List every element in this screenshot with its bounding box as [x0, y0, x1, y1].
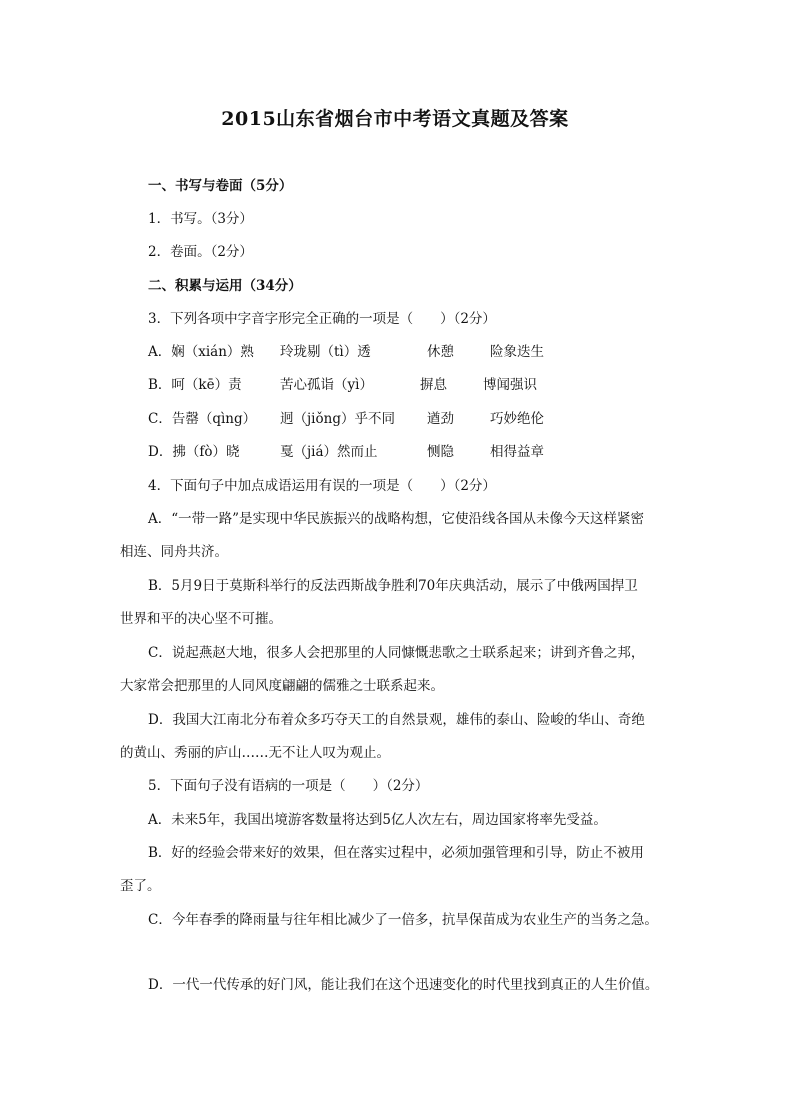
q3-option-a-3: 休憩 — [427, 344, 454, 360]
question-2: 2．卷面。（2分） — [148, 244, 253, 260]
q3-option-c-2: 迥（jiǒng）乎不同 — [280, 411, 395, 427]
q3-option-b-2: 苦心孤诣（yì） — [280, 377, 373, 393]
q3-option-c-1: C．告罄（qìng） — [148, 411, 257, 427]
section-heading-2: 二、积累与运用（34分） — [148, 278, 302, 294]
q4-option-c-line-2: 大家常会把那里的人同风度翩翩的儒雅之士联系起来。 — [120, 678, 444, 694]
q3-option-d-2: 戛（jiá）然而止 — [280, 444, 378, 460]
q4-option-c-line-1: C．说起燕赵大地，很多人会把那里的人同慷慨悲歌之士联系起来；讲到齐鲁之邦， — [148, 645, 645, 661]
q3-option-b-4: 博闻强识 — [483, 377, 537, 393]
q3-option-d-1: D．拂（fò）晓 — [148, 444, 240, 460]
q5-option-c: C．今年春季的降雨量与往年相比减少了一倍多，抗旱保苗成为农业生产的当务之急。 — [148, 912, 658, 928]
q3-option-a-4: 险象迭生 — [490, 344, 544, 360]
q4-option-b-line-1: B．5月9日于莫斯科举行的反法西斯战争胜利70年庆典活动，展示了中俄两国捍卫 — [148, 578, 638, 594]
q3-option-d-4: 相得益章 — [490, 444, 544, 460]
q4-option-b-line-2: 世界和平的决心坚不可摧。 — [120, 611, 282, 627]
q3-option-d-3: 恻隐 — [427, 444, 454, 460]
q4-option-d-line-2: 的黄山、秀丽的庐山……无不让人叹为观止。 — [120, 745, 390, 761]
question-4-stem: 4．下面句子中加点成语运用有误的一项是（ ）（2分） — [148, 478, 496, 494]
q4-option-a-line-1: A．“一带一路”是实现中华民族振兴的战略构想，它使沿线各国从未像今天这样紧密 — [148, 511, 645, 527]
q4-option-a-line-2: 相连、同舟共济。 — [120, 544, 228, 560]
q5-option-a: A．未来5年，我国出境游客数量将达到5亿人次左右，周边国家将率先受益。 — [148, 812, 607, 828]
q5-option-b-line-1: B．好的经验会带来好的效果，但在落实过程中，必须加强管理和引导，防止不被用 — [148, 845, 644, 861]
q3-option-a-1: A．娴（xián）熟 — [148, 344, 254, 360]
q3-option-c-3: 遒劲 — [427, 411, 454, 427]
question-1: 1．书写。（3分） — [148, 211, 253, 227]
q5-option-b-line-2: 歪了。 — [120, 878, 161, 894]
q4-option-d-line-1: D．我国大江南北分布着众多巧夺天工的自然景观，雄伟的泰山、险峻的华山、奇绝 — [148, 712, 645, 728]
q3-option-a-2: 玲珑剔（tì）透 — [280, 344, 371, 360]
question-5-stem: 5．下面句子没有语病的一项是（ ）（2分） — [148, 778, 429, 794]
q5-option-d: D．一代一代传承的好门风，能让我们在这个迅速变化的时代里找到真正的人生价值。 — [148, 977, 659, 993]
q3-option-b-3: 摒息 — [420, 377, 447, 393]
section-heading-1: 一、书写与卷面（5分） — [148, 178, 293, 194]
q3-option-c-4: 巧妙绝伦 — [490, 411, 544, 427]
document-title: 2015山东省烟台市中考语文真题及答案 — [221, 108, 569, 130]
question-3-stem: 3．下列各项中字音字形完全正确的一项是（ ）（2分） — [148, 311, 496, 327]
q3-option-b-1: B．呵（kē）责 — [148, 377, 242, 393]
